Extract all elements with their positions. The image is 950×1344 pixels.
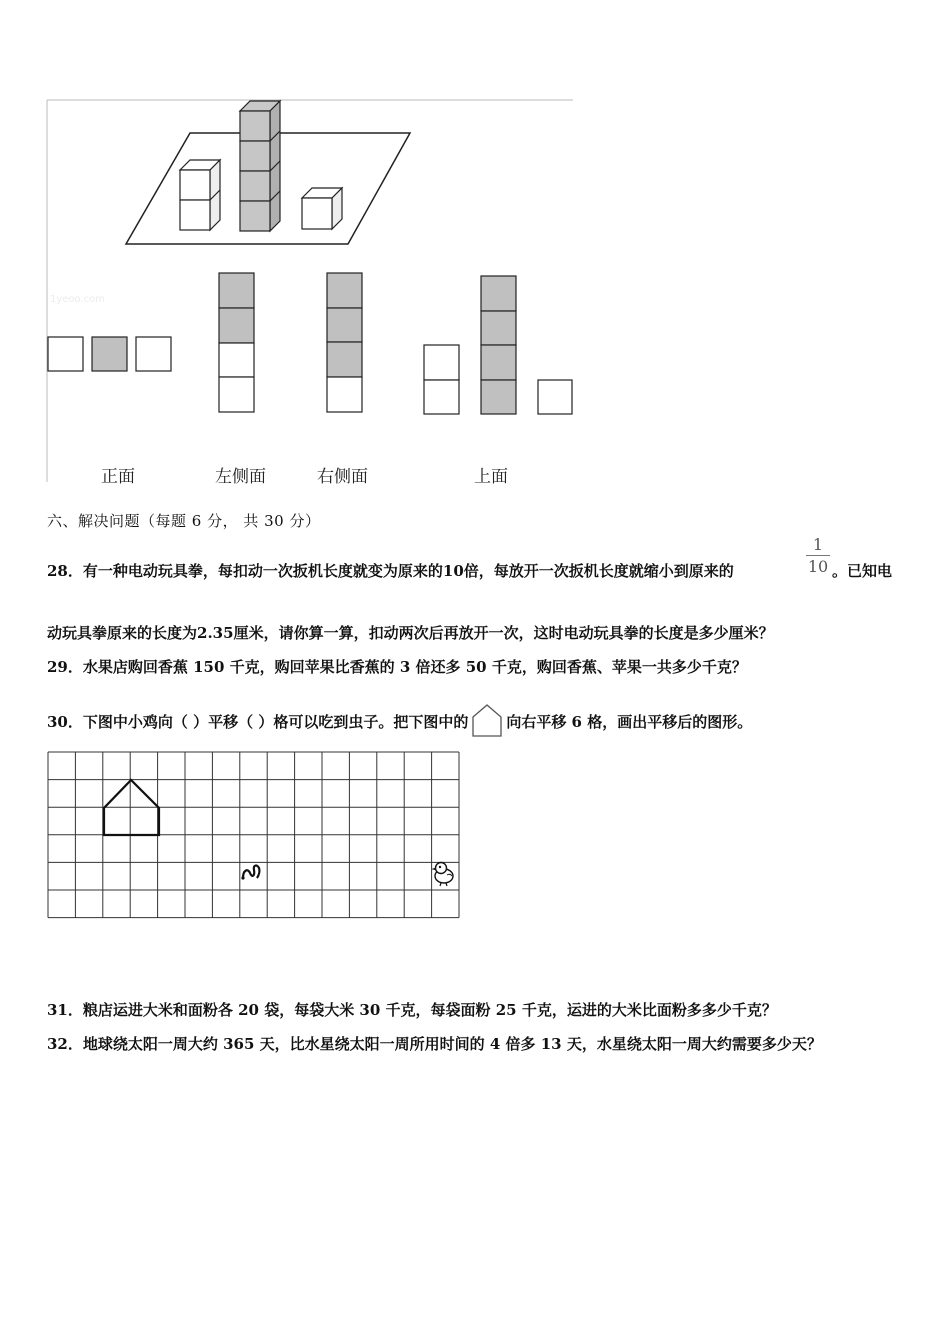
label-right-side: 右侧面 — [317, 467, 368, 487]
cube-stack-tall — [240, 101, 280, 231]
question-30: 30．下图中小鸡向（ ）平移（ ）格可以吃到虫子。把下图中的 向右平移 6 格，画出平移后的图形。 — [47, 703, 752, 739]
fraction-one-tenth: 1 10 — [807, 535, 829, 576]
question-28-line-1-end: 。已知电 — [832, 562, 893, 580]
view-left-side — [219, 273, 254, 412]
question-31: 31．粮店运进大米和面粉各 20 袋，每袋大米 30 千克，每袋面粉 25 千克，运进的大米比面粉多多少千克？ — [47, 1001, 777, 1019]
label-left-side: 左侧面 — [215, 467, 266, 487]
cube-stack-left — [180, 160, 220, 230]
label-top: 上面 — [474, 467, 508, 487]
view-front — [48, 337, 171, 371]
section-heading: 六、解决问题（每题 6 分， 共 30 分） — [47, 512, 321, 530]
translation-grid — [45, 748, 465, 924]
house-outline-icon — [470, 703, 504, 739]
watermark: 1yeoo.com — [50, 294, 106, 305]
label-front: 正面 — [101, 467, 135, 487]
question-32: 32．地球绕太阳一周大约 365 天，比水星绕太阳一周所用时间的 4 倍多 13 天，水星绕太阳一周大约需要多少天？ — [47, 1035, 822, 1053]
question-28-line-1: 28．有一种电动玩具拳，每扣动一次扳机长度就变为原来的10倍，每放开一次扳机长度就缩小到原来的 — [47, 562, 734, 580]
question-28-line-2: 动玩具拳原来的长度为2.35厘米，请你算一算，扣动两次后再放开一次，这时电动玩具拳的长度是多少厘米？ — [47, 624, 774, 642]
view-top — [424, 276, 572, 414]
worm-icon — [241, 866, 259, 880]
cube-views-figure — [0, 0, 950, 500]
view-right-side — [327, 273, 362, 412]
question-29: 29．水果店购回香蕉 150 千克，购回苹果比香蕉的 3 倍还多 50 千克，购回香蕉、苹果一共多少千克？ — [47, 658, 747, 676]
chick-icon — [431, 863, 453, 887]
cube-single-right — [302, 188, 342, 229]
